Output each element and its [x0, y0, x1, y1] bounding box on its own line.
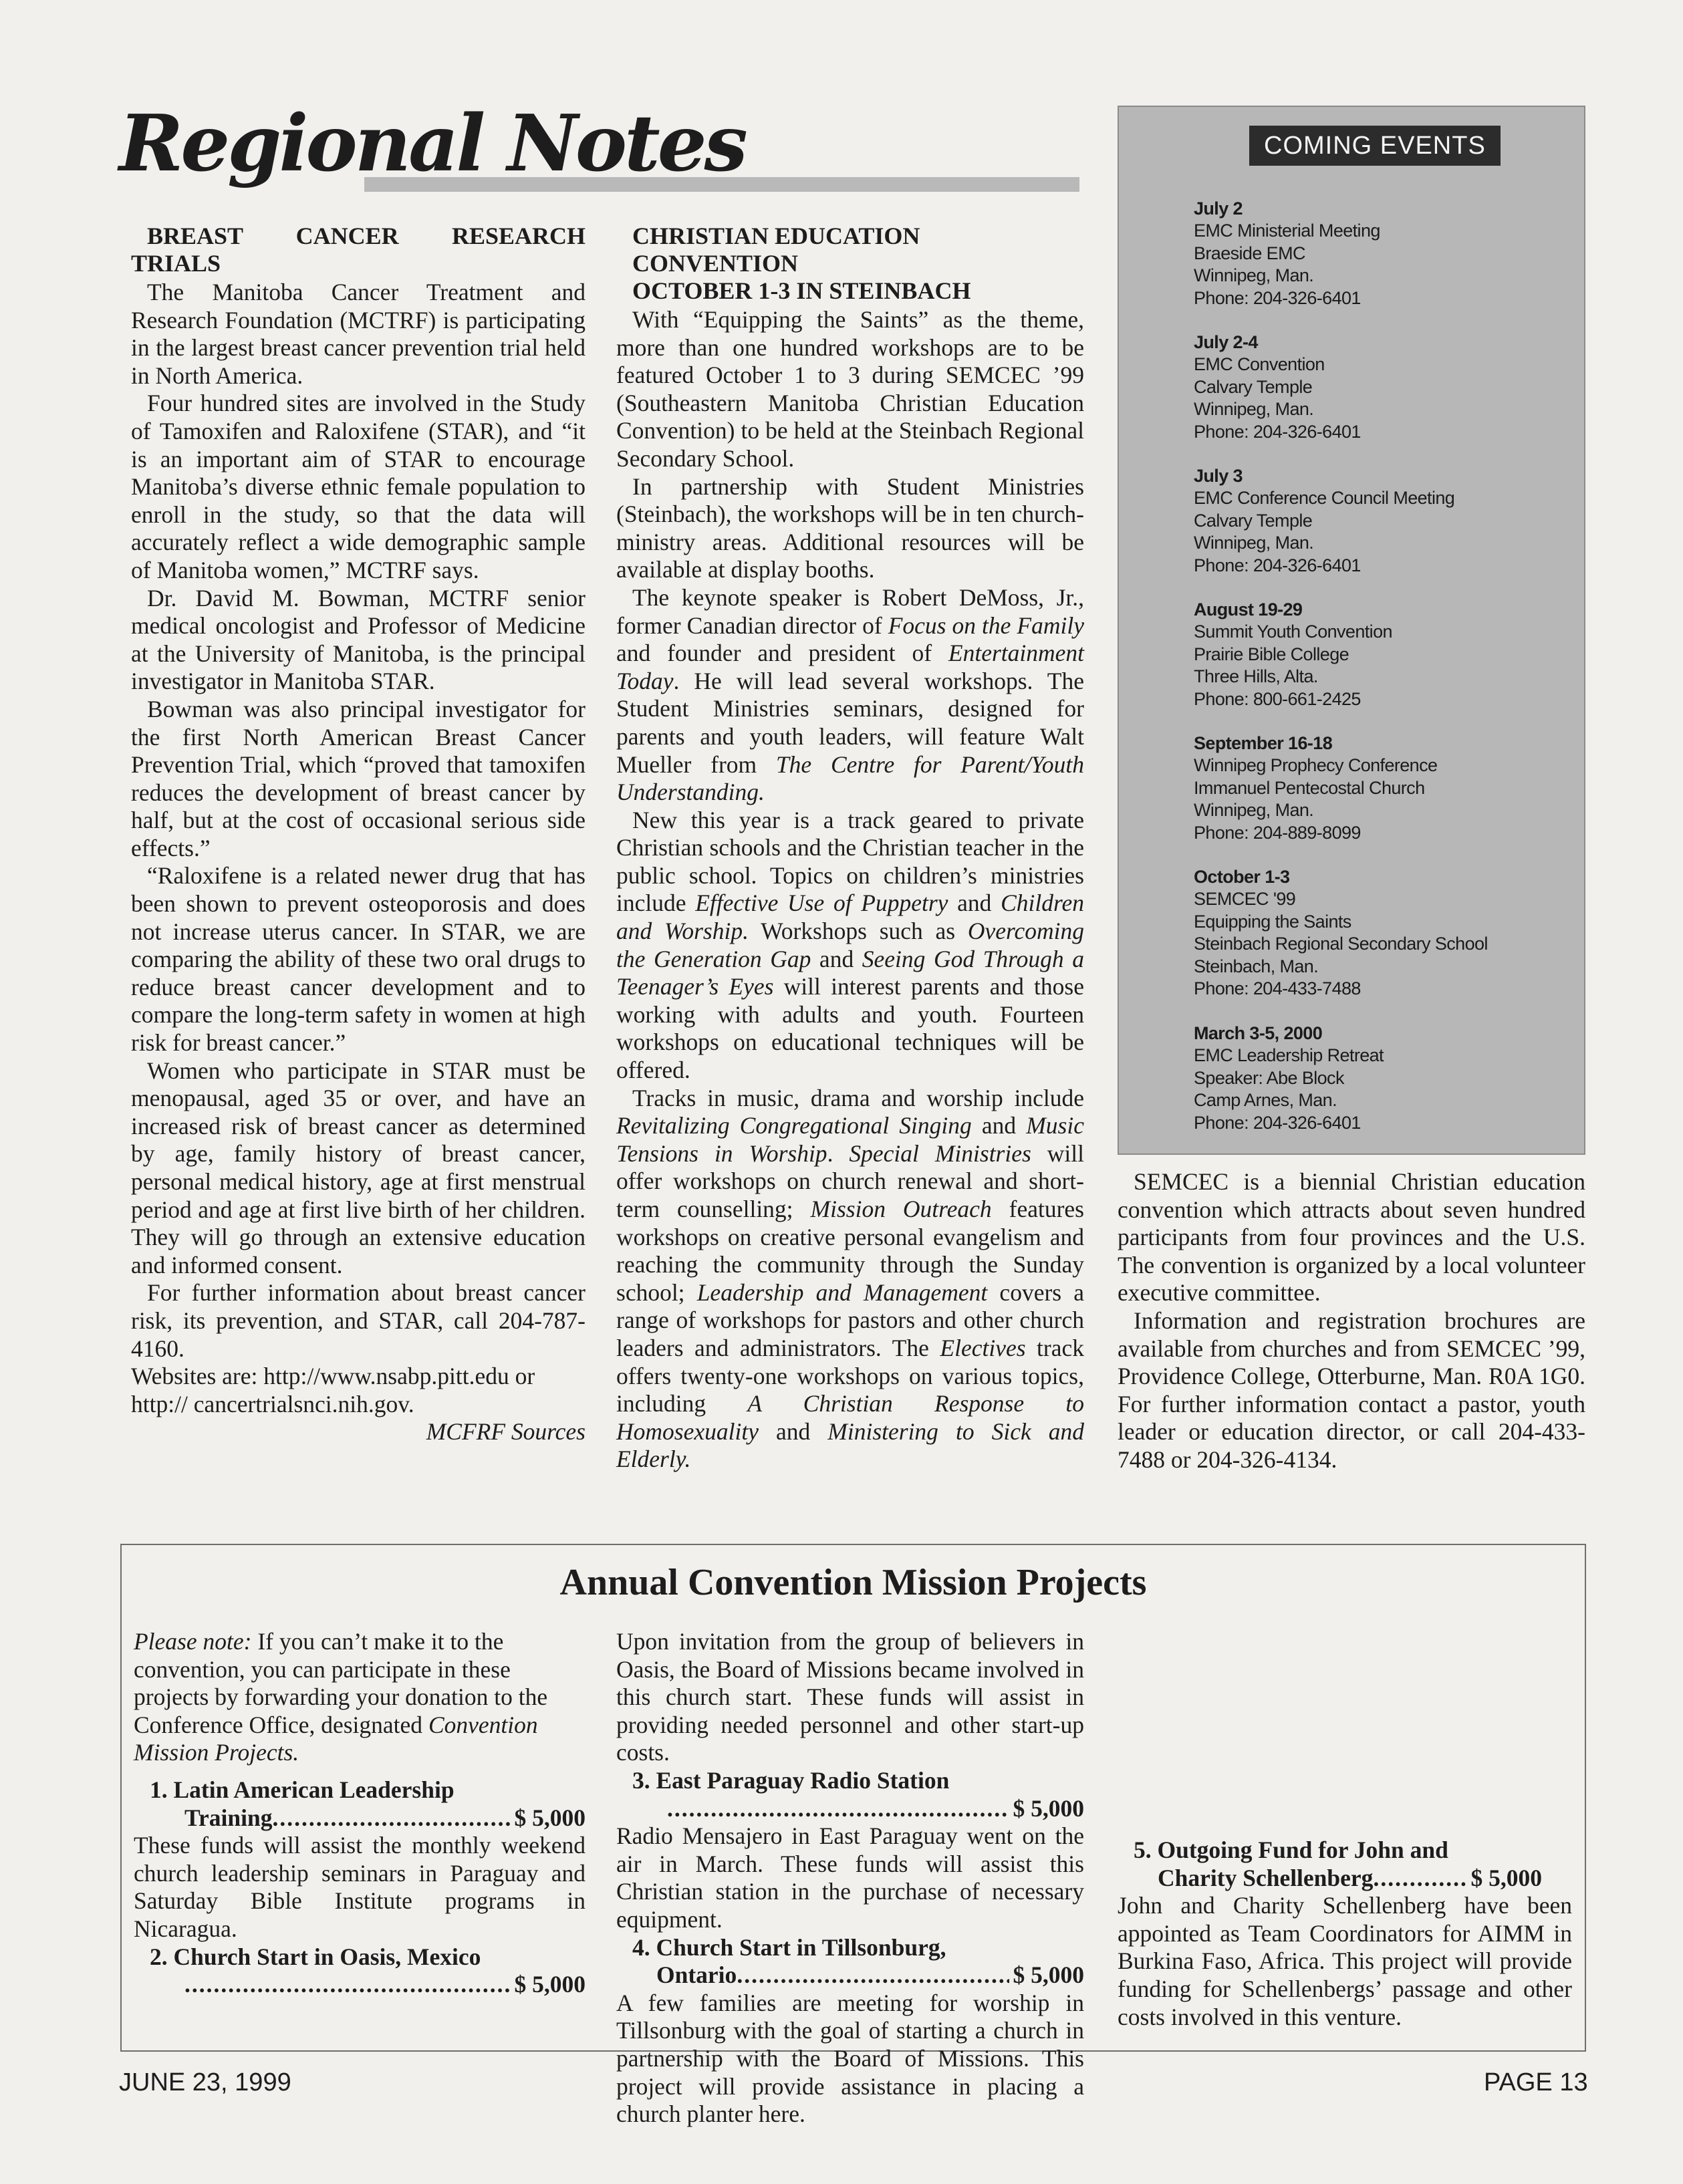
heading-breast-cancer: BREAST CANCER RESEARCH TRIALS [131, 223, 586, 277]
mission-item-text: Upon invitation from the group of believers in Oasis, the Board of Missions became involved in this church start. These funds will assist in providing needed personnel and other start-up costs. [616, 1628, 1084, 1766]
paragraph: “Raloxifene is a related newer drug that has been shown to prevent osteoporosis and does not increase uterus cancer. In STAR, we are comparing the ability of these two oral drugs to reduce breast cancer development and to compare the long-term safety in women at high risk for breast cancer.” [131, 862, 586, 1057]
column-christian-education [616, 223, 1084, 1474]
paragraph: Bowman was also principal investigator for the first North American Breast Cancer Prevention Trial, which “proved that tamoxifen reduces the development of breast cancer by half, but at the cost of occasional serious side effects.” [131, 695, 586, 861]
mission-item-amount-line: ..... $ 5,000 [616, 1795, 1084, 1823]
mission-item-amount-line: ..... $ 5,000 [134, 1971, 586, 1999]
mission-item-title: 5. Outgoing Fund for John and [1134, 1836, 1448, 1863]
event-item: July 2-4 EMC Convention Calvary Temple Winnipeg, Man. Phone: 204-326-6401 [1194, 332, 1361, 442]
footer-page-number: PAGE 13 [1484, 2068, 1588, 2096]
paragraph: Information and registration brochures are available from churches and from SEMCEC ’99, Providence College, Otterburne, Man. R0A 1G0. For further information contact a pastor, youth leader or education director, or call 204-433-7488 or 204-326-4134. [1118, 1307, 1585, 1473]
paragraph: Women who participate in STAR must be menopausal, aged 35 or over, and have an increased risk of breast cancer as determined by age, family history of breast cancer, personal medical history, age at first menstrual period and age at first live birth of her children. They will go through an extensive education and informed consent. [131, 1057, 586, 1278]
footer-date: JUNE 23, 1999 [119, 2068, 291, 2096]
paragraph: For further information about breast cancer risk, its prevention, and STAR, call 204-787-4160. [131, 1279, 586, 1362]
mission-item-amount-line: Ontario ..... $ 5,000 [616, 1961, 1084, 1990]
mission-item-amount-line: Training ..... $ 5,000 [134, 1804, 586, 1832]
mission-column-1 [134, 1628, 586, 1999]
paragraph-websites: Websites are: http://www.nsabp.pitt.edu or http:// cancertrialsnci.nih.gov. [131, 1363, 535, 1417]
event-item: July 2 EMC Ministerial Meeting Braeside EMC Winnipeg, Man. Phone: 204-326-6401 [1194, 198, 1380, 308]
event-item: July 3 EMC Conference Council Meeting Calvary Temple Winnipeg, Man. Phone: 204-326-6401 [1194, 466, 1455, 575]
mission-item-title: 4. Church Start in Tillsonburg, [632, 1933, 946, 1961]
paragraph: SEMCEC is a biennial Christian education convention which attracts about seven hundred participants from four provinces and the U.S. The convention is organized by a local volunteer executive committee. [1118, 1168, 1585, 1307]
event-item: October 1-3 SEMCEC '99 Equipping the Saints Steinbach Regional Secondary School Steinbach, Man. Phone: 204-433-7488 [1194, 867, 1488, 999]
coming-events-badge: COMING EVENTS [1249, 126, 1501, 166]
paragraph: The keynote speaker is Robert DeMoss, Jr., former Canadian director of Focus on the Family and founder and president of Entertainment Today. He will lead several workshops. The Student Ministries seminars, designed for parents and youth leaders, will feature Walt Mueller from The Centre for Parent/Youth Understanding. [616, 583, 1084, 806]
mission-item-title: 2. Church Start in Oasis, Mexico [150, 1943, 481, 1970]
mission-item-text: These funds will assist the monthly weekend church leadership seminars in Paraguay and Saturday Bible Institute programs in Nicaragua. [134, 1832, 586, 1942]
paragraph: With “Equipping the Saints” as the theme, more than one hundred workshops are to be featured October 1 to 3 during SEMCEC ’99 (Southeastern Manitoba Christian Education Convention) to be held at the Steinbach Regional Secondary School. [616, 306, 1084, 472]
mission-item-text: Radio Mensajero in East Paraguay went on the air in March. These funds will assist this Christian station in the purchase of necessary equipment. [616, 1822, 1084, 1933]
mission-projects-title: Annual Convention Mission Projects [559, 1562, 1147, 1603]
paragraph: The Manitoba Cancer Treatment and Research Foundation (MCTRF) is participating in the largest breast cancer prevention trial held in North America. [131, 279, 586, 389]
column-breast-cancer [131, 223, 586, 1446]
paragraph: In partnership with Student Ministries (Steinbach), the workshops will be in ten church-ministry areas. Additional resources will be available at display booths. [616, 472, 1084, 583]
mission-column-2 [616, 1628, 1084, 2129]
paragraph: Four hundred sites are involved in the Study of Tamoxifen and Raloxifene (STAR), and “it is an important aim of STAR to encourage Manitoba’s diverse ethnic female population to enroll in the study, so that the data will accurately reflect a wide demographic sample of Manitoba women,” MCTRF says. [131, 390, 586, 583]
mission-note: Please note: If you can’t make it to the convention, you can participate in these projects by forwarding your donation to the Conference Office, designated Convention Mission Projects. [134, 1628, 548, 1766]
heading-convention: CONVENTION [632, 250, 799, 277]
masthead-title: Regional Notes [119, 98, 745, 189]
paragraph: Tracks in music, drama and worship include Revitalizing Congregational Singing and Music Tensions in Worship. Special Ministries will offer workshops on church renewal and short-term counselling; Mission Outreach features workshops on creative personal evangelism and reaching the community through the Sunday school; Leadership and Management covers a range of workshops for pastors and other church leaders and administrators. The Electives track offers twenty-one workshops on various topics, including A Christian Response to Homosexuality and Ministering to Sick and Elderly. [616, 1084, 1085, 1473]
column-semcec-info [1118, 1168, 1585, 1474]
mission-item-amount-line: Charity Schellenberg ..... $ 5,000 [1118, 1865, 1572, 1893]
heading-october: OCTOBER 1-3 IN STEINBACH [632, 277, 971, 304]
mission-item-title: 1. Latin American Leadership [150, 1776, 455, 1803]
coming-events-box [1118, 106, 1585, 1155]
mission-column-3 [1118, 1628, 1572, 2031]
paragraph: New this year is a track geared to private Christian schools and the Christian teacher in the public school. Topics on children’s ministries include Effective Use of Puppetry and Children and Worship. Workshops such as Overcoming the Generation Gap and Seeing God Through a Teenager’s Eyes will interest parents and those working with adults and youth. Fourteen workshops on educational techniques will be offered. [616, 806, 1085, 1084]
heading-christian-education: CHRISTIAN EDUCATION [632, 223, 920, 249]
mission-item-text: John and Charity Schellenberg have been appointed as Team Coordinators for AIMM in Burkina Faso, Africa. This project will provide funding for Schellenbergs’ passage and other costs involved in this venture. [1118, 1892, 1572, 2030]
mission-item-title: 3. East Paraguay Radio Station [632, 1766, 950, 1794]
paragraph: Dr. David M. Bowman, MCTRF senior medical oncologist and Professor of Medicine at the University of Manitoba, is the principal investigator in Manitoba STAR. [131, 584, 586, 695]
mission-item-text: A few families are meeting for worship in Tillsonburg with the goal of starting a church in partnership with the Board of Missions. This project will provide assistance in placing a church planter here. [616, 1989, 1084, 2128]
event-item: August 19-29 Summit Youth Convention Prairie Bible College Three Hills, Alta. Phone: 800-661-2425 [1194, 599, 1392, 709]
source-credit: MCFRF Sources [426, 1418, 586, 1446]
event-item: September 16-18 Winnipeg Prophecy Conference Immanuel Pentecostal Church Winnipeg, Man. Phone: 204-889-8099 [1194, 733, 1438, 843]
event-item: March 3-5, 2000 EMC Leadership Retreat Speaker: Abe Block Camp Arnes, Man. Phone: 204-326-6401 [1194, 1023, 1384, 1133]
